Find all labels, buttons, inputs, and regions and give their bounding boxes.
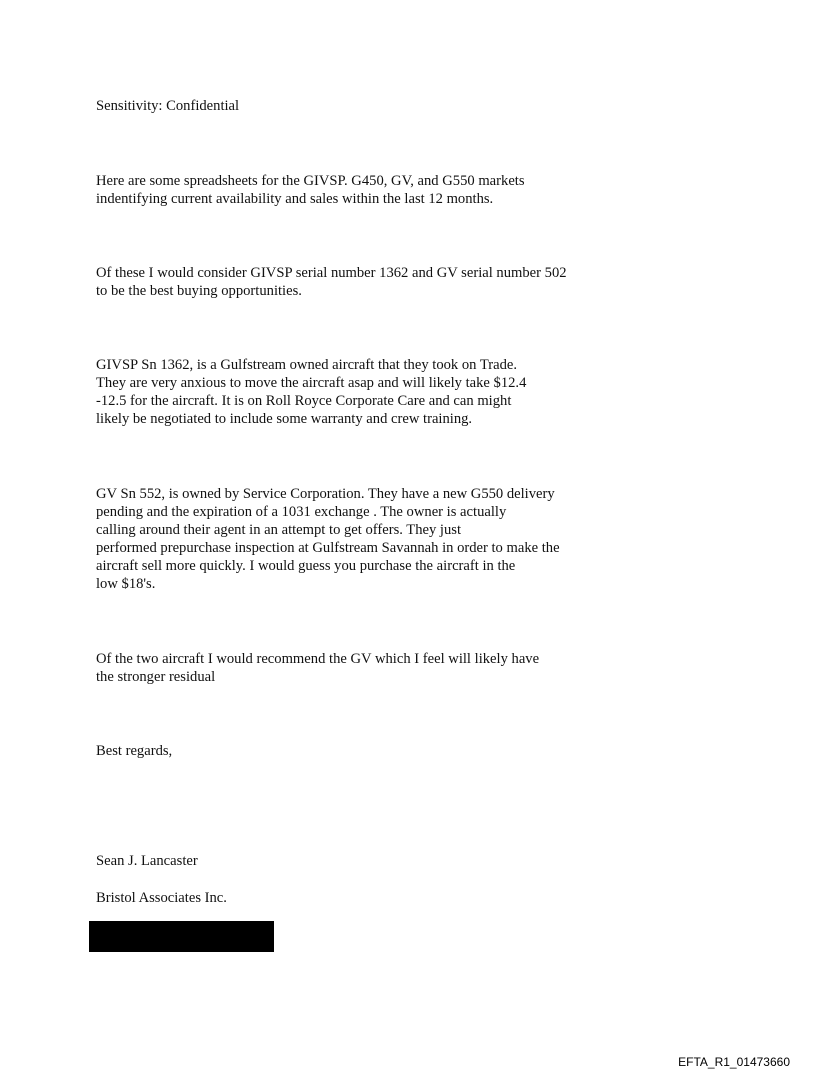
paragraph-line: Here are some spreadsheets for the GIVSP. G450, GV, and G550 markets <box>96 173 525 189</box>
sensitivity-label: Sensitivity: Confidential <box>96 98 240 114</box>
signature-company: Bristol Associates Inc. <box>96 890 227 906</box>
closing-salutation: Best regards, <box>96 743 173 759</box>
paragraph-line: aircraft sell more quickly. I would guess you purchase the aircraft in the <box>96 558 516 574</box>
paragraph-line: indentifying current availability and sales within the last 12 months. <box>96 191 494 207</box>
paragraph-line: GIVSP Sn 1362, is a Gulfstream owned aircraft that they took on Trade. <box>96 357 517 373</box>
paragraph-line: calling around their agent in an attempt to get offers. They just <box>96 522 462 538</box>
paragraph-line: They are very anxious to move the aircraft asap and will likely take $12.4 <box>96 375 527 391</box>
paragraph-line: Of the two aircraft I would recommend the GV which I feel will likely have <box>96 651 540 667</box>
document-id-footer: EFTA_R1_01473660 <box>678 1055 790 1069</box>
paragraph-line: Of these I would consider GIVSP serial number 1362 and GV serial number 502 <box>96 265 567 281</box>
paragraph-line: the stronger residual <box>96 669 216 685</box>
paragraph-line: pending and the expiration of a 1031 exchange . The owner is actually <box>96 504 507 520</box>
paragraph-line: to be the best buying opportunities. <box>96 283 302 299</box>
paragraph-line: -12.5 for the aircraft. It is on Roll Royce Corporate Care and can might <box>96 393 512 409</box>
paragraph-line: low $18's. <box>96 576 156 592</box>
paragraph-line: GV Sn 552, is owned by Service Corporation. They have a new G550 delivery <box>96 486 555 502</box>
redaction-block <box>89 921 274 952</box>
signature-name: Sean J. Lancaster <box>96 853 198 869</box>
paragraph-line: performed prepurchase inspection at Gulfstream Savannah in order to make the <box>96 540 560 556</box>
paragraph-line: likely be negotiated to include some warranty and crew training. <box>96 411 473 427</box>
